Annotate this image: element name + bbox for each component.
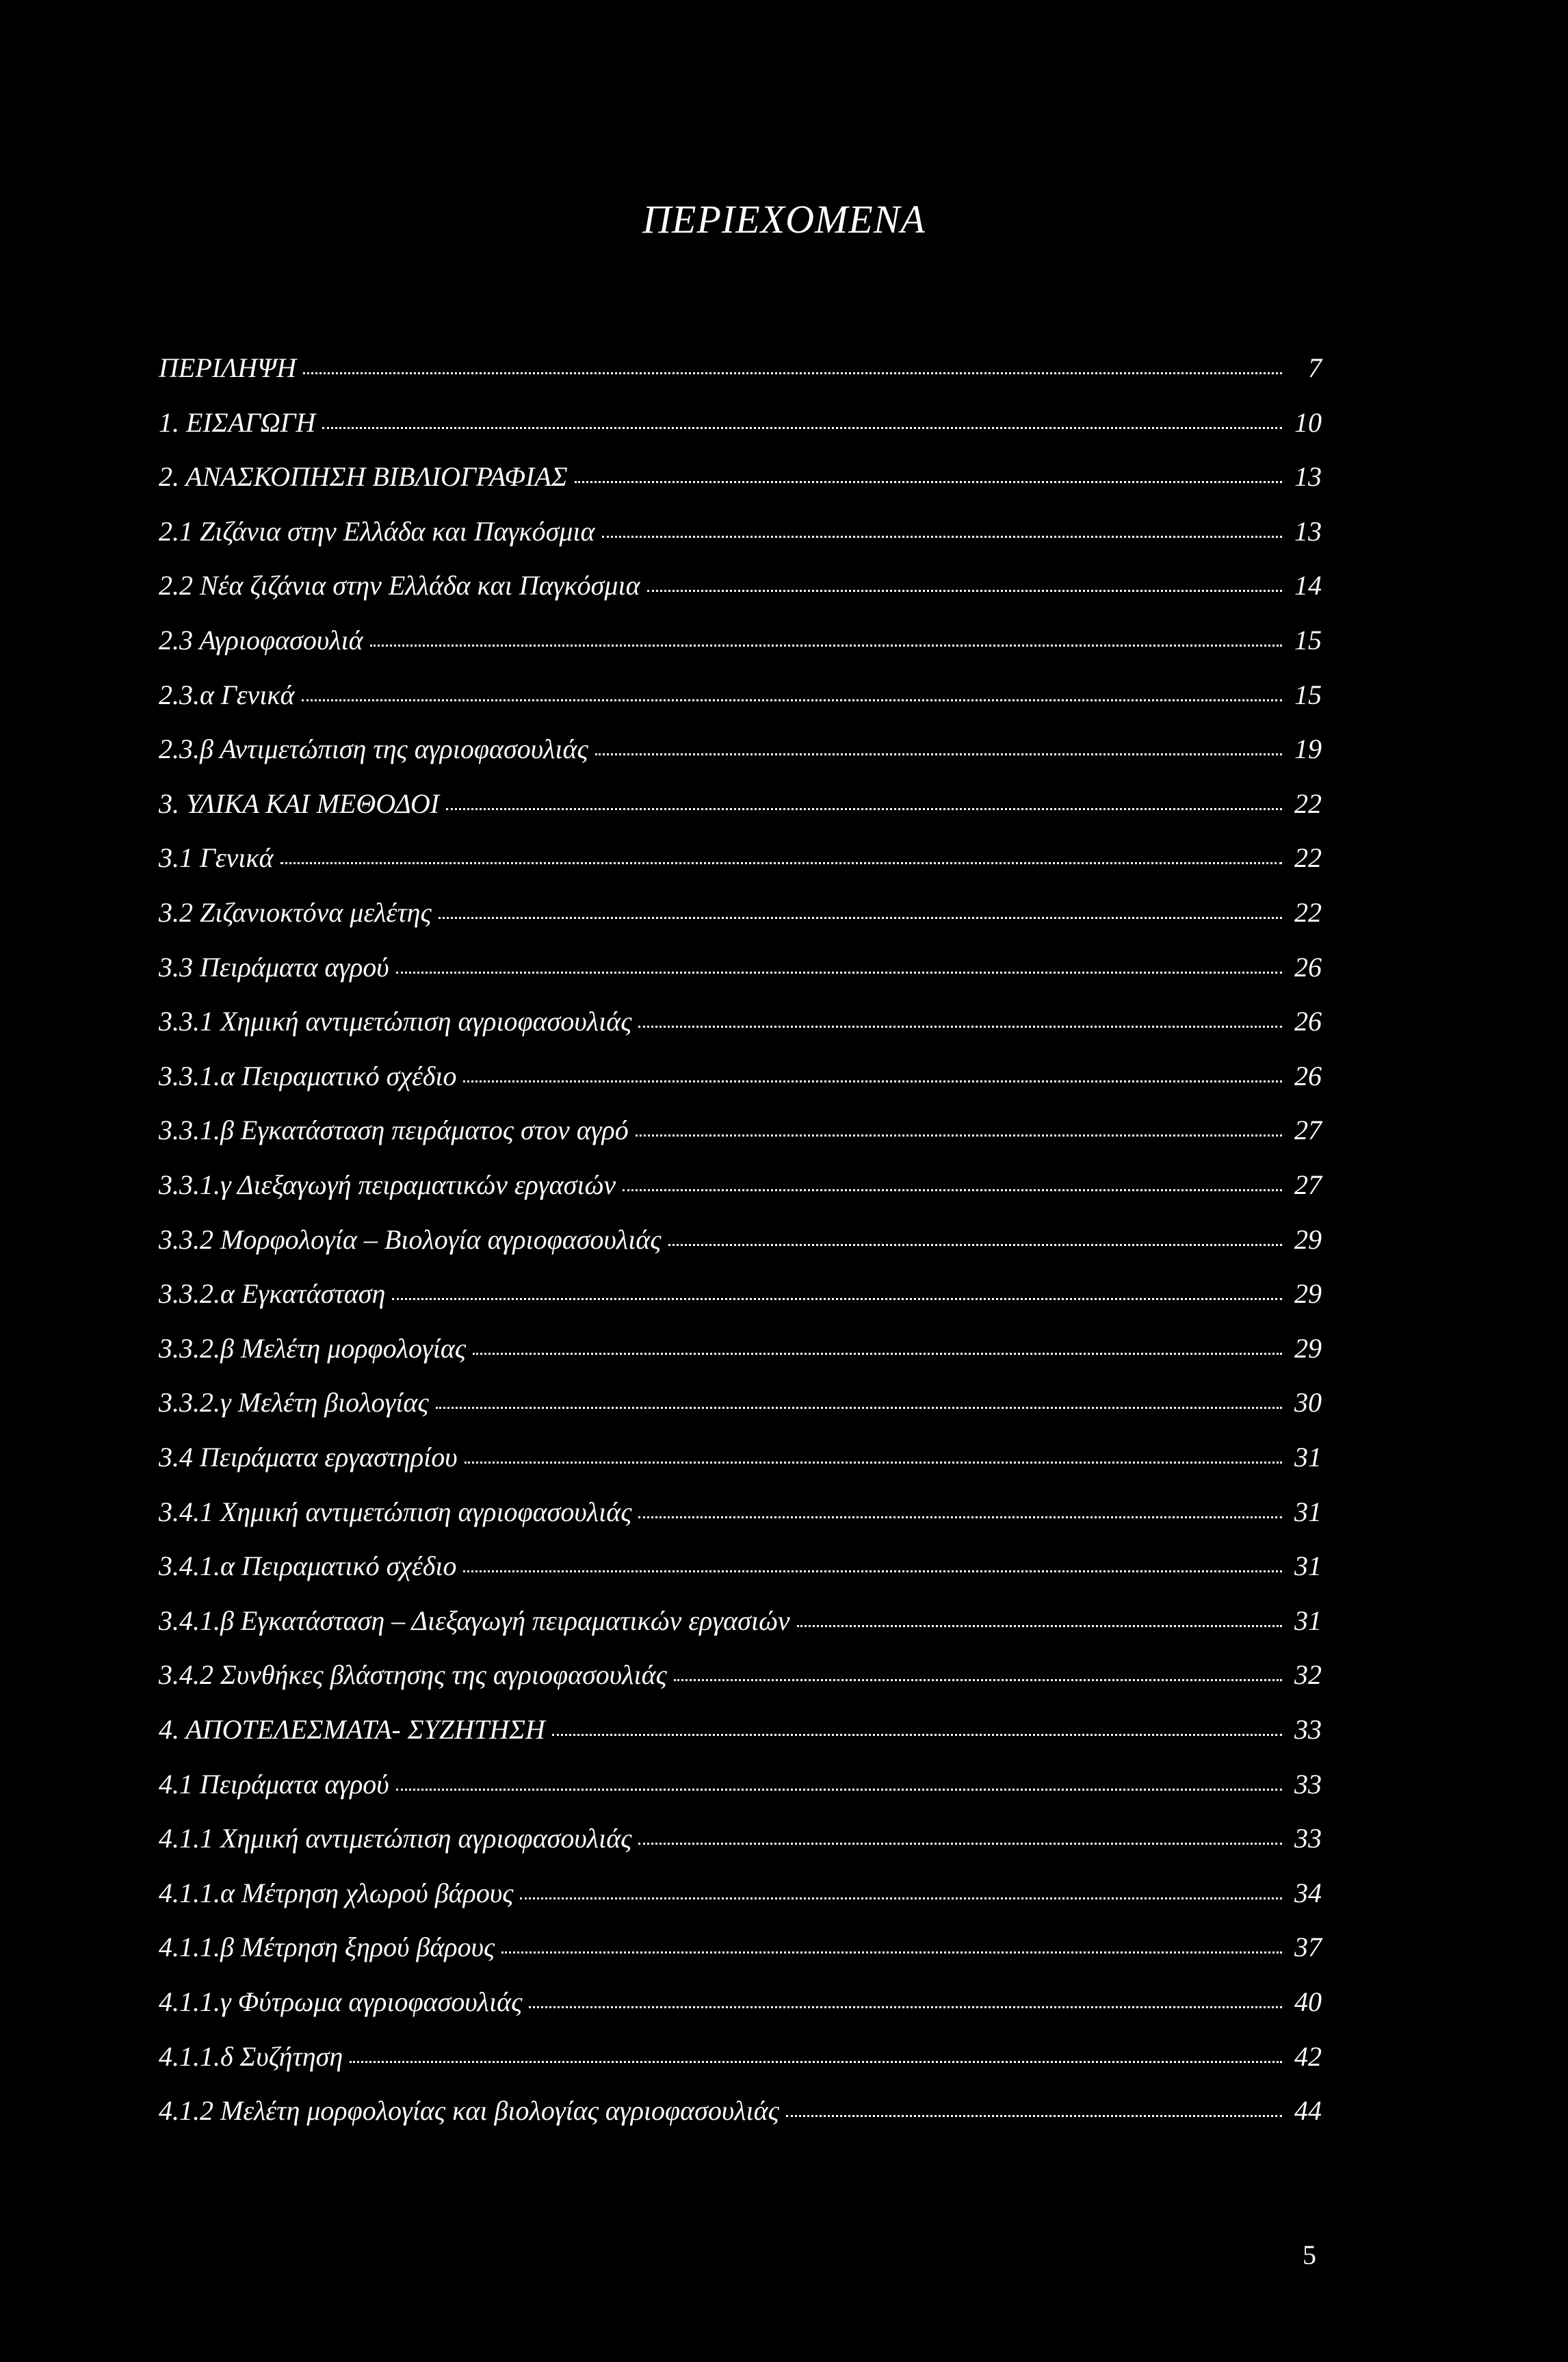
toc-entry: [159, 1063, 1322, 1090]
toc-entry-title: 2.2 Νέα ζιζάνια στην Ελλάδα και Παγκόσμια: [159, 570, 640, 601]
toc-dot-leader: [436, 1407, 1282, 1409]
toc-dot-leader: [623, 1189, 1282, 1191]
toc-entry: [159, 409, 1322, 437]
toc-entry-title: 3.4.2 Συνθήκες βλάστησης της αγριοφασουλιάς: [159, 1659, 667, 1690]
toc-entry-page: 31: [1294, 1605, 1322, 1636]
page-number: 5: [1303, 2240, 1316, 2270]
toc-dot-leader: [797, 1625, 1282, 1627]
toc-entry-page: 15: [1294, 625, 1322, 656]
toc-dot-leader: [370, 645, 1282, 647]
toc-entry-page: 27: [1294, 1169, 1322, 1200]
toc-entry-title: 3.3.1.α Πειραματικό σχέδιο: [159, 1061, 457, 1091]
toc-entry: [159, 1880, 1322, 1907]
toc-entry-title: 4.1.1.δ Συζήτηση: [159, 2041, 343, 2072]
toc-entry: [159, 1444, 1322, 1471]
toc-entry: [159, 844, 1322, 872]
toc-entry-page: 22: [1294, 897, 1322, 928]
toc-dot-leader: [396, 1789, 1282, 1791]
toc-entry: [159, 1607, 1322, 1635]
toc-entry-title: 3.4.1.α Πειραματικό σχέδιο: [159, 1550, 457, 1581]
toc-entry: [159, 1825, 1322, 1852]
toc-entry: [159, 1934, 1322, 1961]
toc-entry-page: 42: [1294, 2041, 1322, 2072]
toc-entry: [159, 354, 1322, 382]
toc-heading: ΠΕΡΙΕΧΟΜΕΝΑ: [642, 197, 926, 242]
toc-entry: [159, 1171, 1322, 1199]
toc-entry: [159, 679, 1322, 710]
toc-dot-leader: [520, 1897, 1282, 1899]
toc-entry: [159, 1389, 1322, 1416]
toc-entry-title: 2.3.β Αντιμετώπιση της αγριοφασουλιάς: [159, 734, 588, 764]
toc-entry-page: 40: [1294, 1986, 1322, 2017]
toc-entry: [159, 572, 1322, 599]
toc-dot-leader: [501, 1951, 1282, 1954]
toc-entry-page: 33: [1294, 1714, 1322, 1745]
toc-dot-leader: [575, 481, 1282, 483]
toc-entry: [159, 1226, 1322, 1254]
toc-entry-page: 32: [1294, 1659, 1322, 1690]
toc-entry: [159, 2043, 1322, 2071]
toc-dot-leader: [280, 862, 1282, 864]
toc-entry-page: 31: [1294, 1550, 1322, 1581]
toc-entry-title: 3.3.2 Μορφολογία – Βιολογία αγριοφασουλιάς: [159, 1224, 662, 1255]
toc-entry-page: 29: [1294, 1224, 1322, 1255]
toc-dot-leader: [302, 699, 1282, 701]
toc-entry-title: 4.1 Πειράματα αγρού: [159, 1769, 389, 1800]
toc-entry-title: 2.3.α Γενικά: [159, 679, 295, 710]
toc-entry: [159, 899, 1322, 926]
toc-entry-page: 22: [1294, 788, 1322, 819]
toc-entry-page: 44: [1294, 2095, 1322, 2126]
toc-entry-title: 3.3.2.γ Μελέτη βιολογίας: [159, 1387, 429, 1418]
toc-entry-title: 4.1.1.α Μέτρηση χλωρού βάρους: [159, 1878, 514, 1908]
toc-entry: [159, 627, 1322, 654]
toc-entry-page: 26: [1294, 1061, 1322, 1091]
toc-entry-title: 4. ΑΠΟΤΕΛΕΣΜΑΤΑ- ΣΥΖΗΤΗΣΗ: [159, 1714, 545, 1745]
toc-entry-title: ΠΕΡΙΛΗΨΗ: [159, 352, 297, 383]
toc-dot-leader: [786, 2115, 1282, 2117]
toc-dot-leader: [465, 1462, 1282, 1464]
toc-dot-leader: [303, 372, 1282, 374]
toc-entry: [159, 1498, 1322, 1526]
toc-entry-title: 3.3.1.γ Διεξαγωγή πειραματικών εργασιών: [159, 1169, 616, 1200]
toc-entry-page: 27: [1294, 1115, 1322, 1145]
toc-dot-leader: [322, 427, 1282, 429]
toc-dot-leader: [350, 2061, 1282, 2063]
toc-dot-leader: [668, 1244, 1282, 1246]
toc-entry: [159, 1988, 1322, 2016]
toc-entry-title: 3.3.2.β Μελέτη μορφολογίας: [159, 1333, 467, 1364]
toc-entry: [159, 1716, 1322, 1743]
toc-entry-page: 31: [1294, 1442, 1322, 1472]
toc-entry-page: 33: [1294, 1769, 1322, 1800]
toc-entry: [159, 1550, 1322, 1581]
toc-entry: [159, 1117, 1322, 1144]
toc-entry-page: 15: [1294, 679, 1322, 710]
toc-dot-leader: [638, 1026, 1282, 1028]
toc-entry-title: 4.1.2 Μελέτη μορφολογίας και βιολογίας αγριοφασουλιάς: [159, 2095, 779, 2126]
toc-entry-title: 3.3.2.α Εγκατάσταση: [159, 1278, 386, 1309]
toc-dot-leader: [638, 1516, 1282, 1518]
toc-dot-leader: [463, 1570, 1282, 1572]
toc-entry-page: 26: [1294, 1006, 1322, 1037]
toc-entry: [159, 954, 1322, 981]
toc-entry: [159, 2097, 1322, 2125]
toc-entry-title: 3.4.1 Χημική αντιμετώπιση αγριοφασουλιάς: [159, 1496, 632, 1527]
toc-entry-title: 3.1 Γενικά: [159, 842, 274, 873]
toc-entry: [159, 518, 1322, 545]
toc-entry-page: 19: [1294, 734, 1322, 764]
toc-entry-page: 29: [1294, 1333, 1322, 1364]
toc-dot-leader: [396, 972, 1282, 974]
toc-entry-page: 22: [1294, 842, 1322, 873]
toc-entry-title: 4.1.1.γ Φύτρωμα αγριοφασουλιάς: [159, 1986, 523, 2017]
toc-dot-leader: [602, 536, 1283, 538]
toc-entry: [159, 1008, 1322, 1035]
toc-entry-page: 10: [1294, 407, 1322, 438]
toc-entry-page: 34: [1294, 1878, 1322, 1908]
toc-entry-title: 3.4 Πειράματα εργαστηρίου: [159, 1442, 458, 1472]
toc-dot-leader: [529, 2006, 1282, 2008]
toc-entry-title: 4.1.1.β Μέτρηση ξηρού βάρους: [159, 1932, 495, 1962]
toc-entry-page: 26: [1294, 952, 1322, 983]
toc-dot-leader: [439, 917, 1282, 919]
toc-entry-title: 2.3 Αγριοφασουλιά: [159, 625, 363, 656]
toc-entry-title: 3. ΥΛΙΚΑ ΚΑΙ ΜΕΘΟΔΟΙ: [159, 788, 440, 819]
toc-dot-leader: [674, 1679, 1282, 1681]
toc-entry: [159, 1335, 1322, 1362]
toc-dot-leader: [446, 808, 1282, 810]
toc-entry: [159, 1280, 1322, 1308]
toc-entry-title: 3.3.1.β Εγκατάσταση πειράματος στον αγρό: [159, 1115, 629, 1145]
toc-entry-title: 3.4.1.β Εγκατάσταση – Διεξαγωγή πειραματικών εργασιών: [159, 1605, 790, 1636]
toc-entry-title: 3.2 Ζιζανιοκτόνα μελέτης: [159, 897, 432, 928]
toc-dot-leader: [595, 753, 1282, 755]
toc-dot-leader: [392, 1298, 1282, 1300]
toc-entry-page: 29: [1294, 1278, 1322, 1309]
toc-entry-page: 30: [1294, 1387, 1322, 1418]
toc-entry-page: 14: [1294, 570, 1322, 601]
toc-dot-leader: [647, 590, 1282, 592]
toc-entry-title: 2.1 Ζιζάνια στην Ελλάδα και Παγκόσμια: [159, 516, 595, 547]
toc-entry: [159, 736, 1322, 763]
toc-entry-page: 37: [1294, 1932, 1322, 1962]
toc-dot-leader: [473, 1353, 1282, 1355]
toc-entry: [159, 463, 1322, 491]
toc-entry-title: 2. ΑΝΑΣΚΟΠΗΣΗ ΒΙΒΛΙΟΓΡΑΦΙΑΣ: [159, 461, 568, 492]
toc-entry: [159, 790, 1322, 818]
toc-entry-page: 7: [1308, 352, 1322, 383]
toc-entry: [159, 1661, 1322, 1689]
toc-dot-leader: [463, 1080, 1282, 1082]
toc-entry-title: 3.3.1 Χημική αντιμετώπιση αγριοφασουλιάς: [159, 1006, 632, 1037]
toc-dot-leader: [638, 1843, 1282, 1845]
toc-entry-title: 1. ΕΙΣΑΓΩΓΗ: [159, 407, 316, 438]
toc-entry-page: 13: [1294, 516, 1322, 547]
toc-entry-page: 13: [1294, 461, 1322, 492]
toc-dot-leader: [552, 1734, 1282, 1736]
toc-entry-title: 3.3 Πειράματα αγρού: [159, 952, 389, 983]
toc-dot-leader: [636, 1134, 1282, 1137]
toc-entry-page: 33: [1294, 1823, 1322, 1854]
toc-entry: [159, 1771, 1322, 1798]
toc-entry-title: 4.1.1 Χημική αντιμετώπιση αγριοφασουλιάς: [159, 1823, 632, 1854]
toc-entry-page: 31: [1294, 1496, 1322, 1527]
